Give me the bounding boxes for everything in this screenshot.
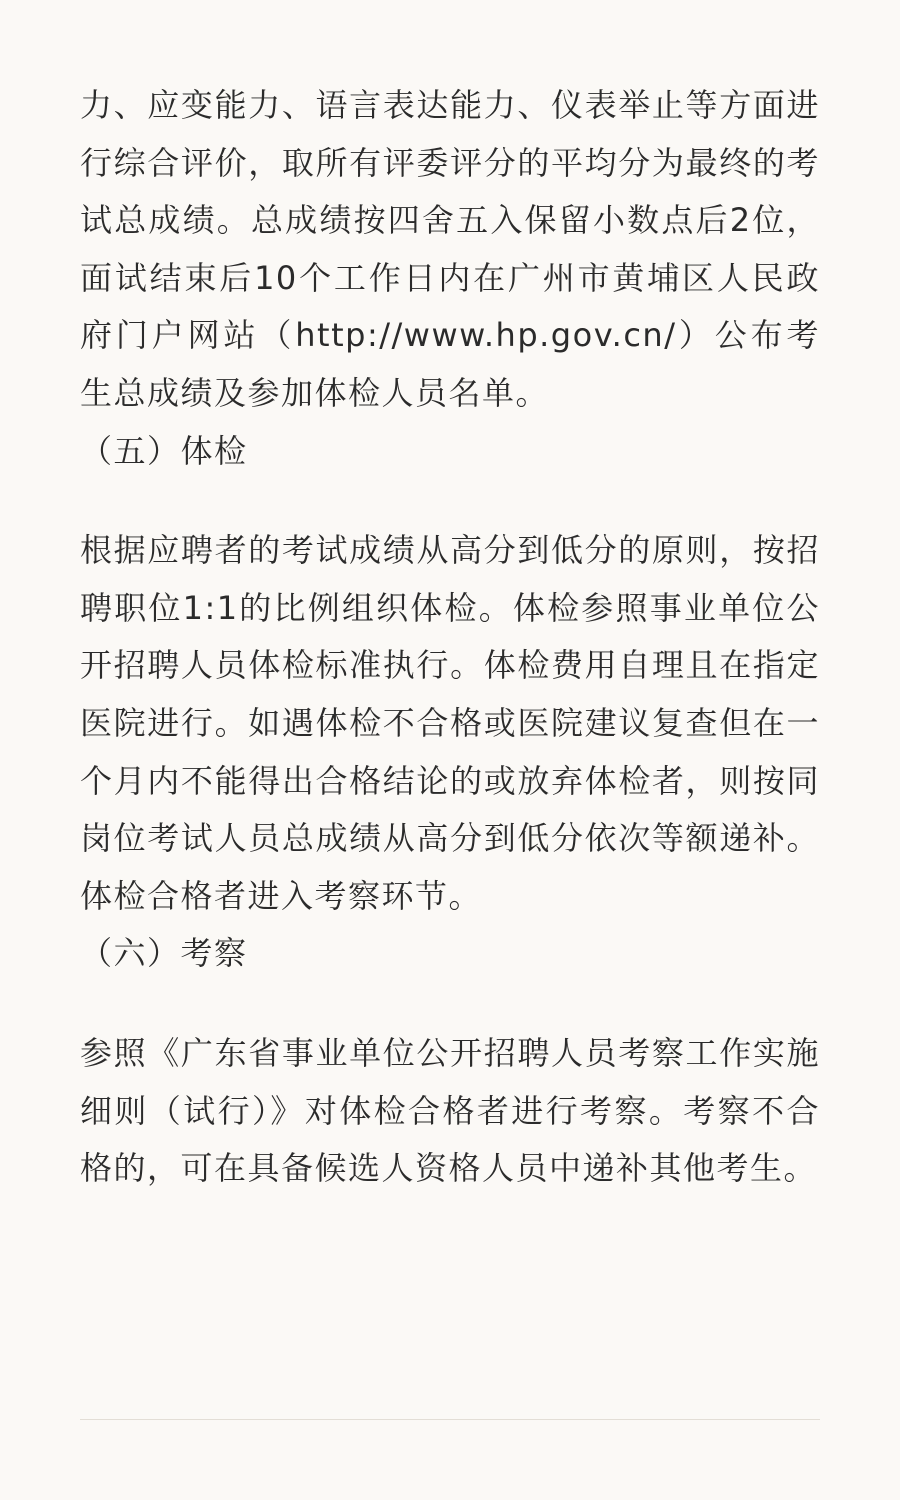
paragraph-interview-score: 力、应变能力、语言表达能力、仪表举止等方面进行综合评价，取所有评委评分的平均分为最终的考试总成绩。总成绩按四舍五入保留小数点后2位，面试结束后10个工作日内在广州市黄埔区人民政府门户网站（http://www.hp.gov.cn/）公布考生总成绩及参加体检人员名单。	[80, 86, 820, 412]
article-body	[80, 77, 820, 1198]
paragraph-physical-exam: 根据应聘者的考试成绩从高分到低分的原则，按招聘职位1:1的比例组织体检。体检参照事业单位公开招聘人员体检标准执行。体检费用自理且在指定医院进行。如遇体检不合格或医院建议复查但在一个月内不能得出合格结论的或放弃体检者，则按同岗位考试人员总成绩从高分到低分依次等额递补。体检合格者进入考察环节。	[80, 531, 820, 915]
paragraph-inspection: 参照《广东省事业单位公开招聘人员考察工作实施细则（试行）》对体检合格者进行考察。考察不合格的，可在具备候选人资格人员中递补其他考生。	[80, 1033, 820, 1188]
divider	[80, 1419, 820, 1420]
section-heading-inspection: （六）考察	[80, 934, 248, 973]
section-heading-physical-exam: （五）体检	[80, 431, 248, 470]
